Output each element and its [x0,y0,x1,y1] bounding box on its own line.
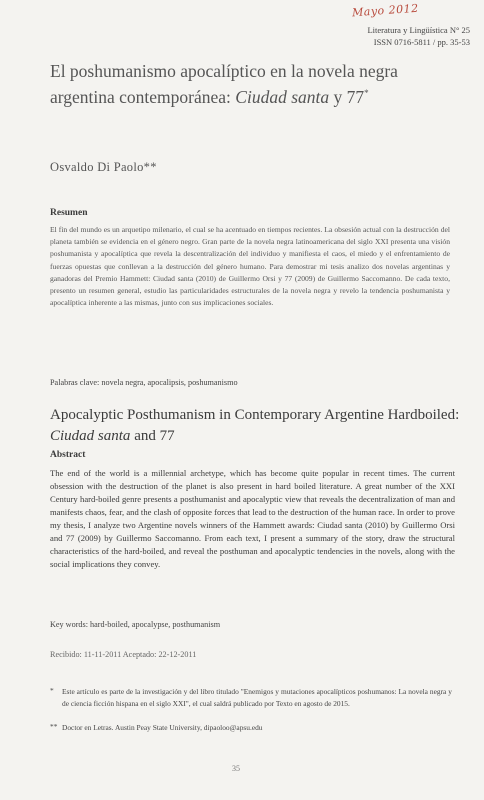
resumen-text: El fin del mundo es un arquetipo milenario, el cual se ha acentuado en tiempos recientes. La obsesión actual con la destrucción del planeta también se evidencia en el género negro. Gran parte de la novela negra latinoamericana del siglo XXI presenta una visión poshumanista y apocalíptica que revela la descentralización del individuo y manifiesta el caos, el miedo y el enfrentamiento de fuerzas opuestas que conllevan a la destrucción del género humano. Para demostrar mi tesis analizo dos novelas argentinas y ganadoras del Premio Hammett: Ciudad santa (2010) de Guillermo Orsi y 77 (2009) de Guillermo Saccomanno. De cada texto, presento un resumen general, estudio las particularidades estructurales de la novela negra y revelo la tendencia poshumanista y apocalíptica inherente a las mismas, junto con sus implicaciones sociales. [50,225,450,308]
article-title [50,60,450,108]
title-footnote-mark: * [364,88,369,98]
title-main: El poshumanismo apocalíptico en la novela negra argentina contemporánea: [50,61,398,107]
journal-header [367,24,470,48]
english-title-tail: and 77 [130,428,175,444]
abstract-heading: Abstract [50,450,86,460]
footnote-1: Este artículo es parte de la investigación y del libro titulado "Enemigos y mutaciones apocalípticos poshumanos: La novela negra y de ciencia ficción hispana en el siglo XXI", el cual saldrá publicado por Texto en agosto de 2015. [62,687,452,708]
abstract-text: The end of the world is a millennial archetype, which has become quite popular in recent times. The current obsession with the destruction of the planet is also present in hard boiled literature. A great number of the XXI Century hard-boiled genre presents a posthumanist and apocalyptic view that reveals the decentralization of man and manifests chaos, fear, and the clash of opposite forces that lead to the destruction of the human race. In order to prove my thesis, I analyze two Argentine novels winners of the Hammett awards: Ciudad santa (2010) by Guillermo Orsi and 77 (2009) by Guillermo Saccomanno. From each text, I present a summary of the story, draw the structural characteristics of the hard-boiled, and reveal the posthuman and apocalyptic tendencies in the novels, along with the social implications they convey. [50,468,455,569]
author-name: Osvaldo Di Paolo** [50,160,157,174]
received-accepted-dates: Recibido: 11-11-2011 Aceptado: 22-12-2011 [50,650,197,659]
palabras-clave: Palabras clave: novela negra, apocalipsis, poshumanismo [50,378,238,387]
journal-name: Literatura y Lingüística N° 25 [367,25,470,35]
journal-issn: ISSN 0716-5811 / pp. 35-53 [373,37,470,47]
handwritten-date-note: Mayo 2012 [351,1,420,20]
english-title-main: Apocalyptic Posthumanism in Contemporary Argentine Hardboiled: [50,407,460,423]
english-title-italic: Ciudad santa [50,428,131,444]
english-title [50,405,460,447]
footnote-2-mark: ** [50,722,58,731]
footnote-2: Doctor en Letras. Austin Peay State University, dipaoloo@apsu.edu [62,723,263,732]
page-number: 35 [232,764,240,773]
title-tail: y 77 [329,86,365,107]
resumen-heading: Resumen [50,208,88,218]
title-italic: Ciudad santa [235,86,330,107]
key-words: Key words: hard-boiled, apocalypse, posthumanism [50,620,221,629]
footnote-1-mark: * [50,686,54,695]
